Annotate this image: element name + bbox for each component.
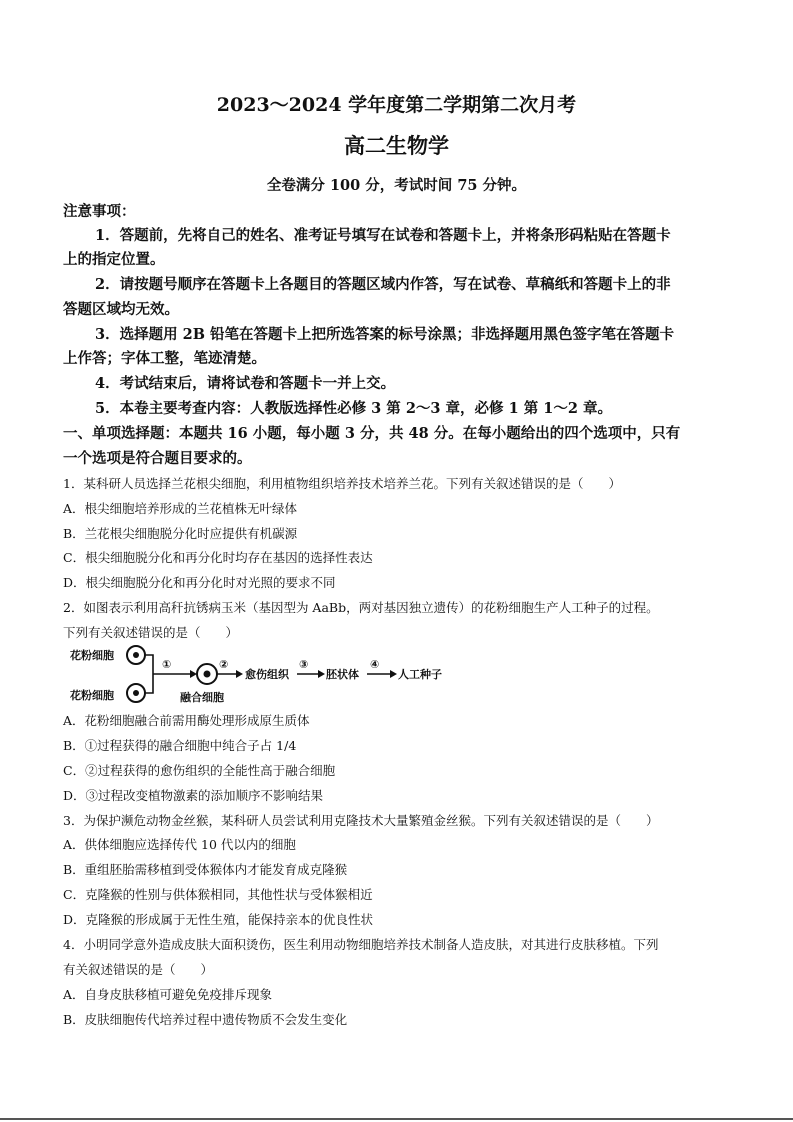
pollen-cell-nucleus-1 [133,652,139,658]
option-a: A．供体细胞应选择传代 10 代以内的细胞 [63,837,296,852]
fused-cell-label: 融合细胞 [180,691,224,704]
fused-cell-nucleus [204,671,211,678]
option-b: B．①过程获得的融合细胞中纯合子占 1/4 [63,738,297,753]
question-stem: 4．小明同学意外造成皮肤大面积烫伤，医生利用动物细胞培养技术制备人造皮肤，对其进行皮肤移植。下列 [63,937,659,952]
subject-title: 高二生物学 [344,133,449,158]
merge-bracket [145,655,153,693]
question-stem-cont: 下列有关叙述错误的是（ ） [63,625,239,640]
option-d: D．克隆猴的形成属于无性生殖，能保持亲本的优良性状 [63,912,374,927]
pollen-cell-label-2: 花粉细胞 [70,689,114,702]
embryoid-label: 胚状体 [326,668,359,681]
option-a: A．自身皮肤移植可避免免疫排斥现象 [63,987,273,1002]
option-d: D．③过程改变植物激素的添加顺序不影响结果 [63,788,324,803]
option-c: C．克隆猴的性别与供体猴相同，其他性状与受体猴相近 [63,887,373,902]
callus-label: 愈伤组织 [245,668,289,681]
artificial-seed-label: 人工种子 [398,668,442,681]
question-stem: 3．为保护濒危动物金丝猴，某科研人员尝试利用克隆技术大量繁殖金丝猴。下列有关叙述错误的是（ ） [63,813,659,828]
step-2-label: ② [219,658,229,671]
section-heading: 一、单项选择题：本题共 16 小题，每小题 3 分，共 48 分。在每小题给出的四个选项中，只有 [63,425,681,442]
step-1-label: ① [162,658,172,671]
arrow-4-head [390,670,397,678]
step-3-label: ③ [299,658,309,671]
notice-item: 答题区域均无效。 [63,301,179,318]
section-heading-cont: 一个选项是符合题目要求的。 [63,450,252,467]
notice-item: 上的指定位置。 [63,251,165,268]
notice-item: 2．请按题号顺序在答题卡上各题目的答题区域内作答，写在试卷、草稿纸和答题卡上的非 [95,276,671,293]
question-stem: 1．某科研人员选择兰花根尖细胞，利用植物组织培养技术培养兰花。下列有关叙述错误的是（ ） [63,476,621,491]
pollen-cell-nucleus-2 [133,690,139,696]
artificial-seed-diagram [70,643,455,709]
pollen-cell-label-1: 花粉细胞 [70,649,114,662]
notice-heading: 注意事项： [63,203,136,220]
step-4-label: ④ [370,658,380,671]
arrow-1-head [190,670,197,678]
exam-title: 2023～2024 学年度第二学期第二次月考 [216,94,577,116]
option-a: A．花粉细胞融合前需用酶处理形成原生质体 [63,713,310,728]
option-a: A．根尖细胞培养形成的兰花植株无叶绿体 [63,501,298,516]
notice-item: 5．本卷主要考查内容：人教版选择性必修 3 第 2～3 章，必修 1 第 1～2 章。 [95,400,613,417]
page-bottom-rule [0,1118,793,1120]
exam-info: 全卷满分 100 分，考试时间 75 分钟。 [266,177,527,194]
question-stem: 2．如图表示利用高秆抗锈病玉米（基因型为 AaBb，两对基因独立遗传）的花粉细胞生产人工种子的过程。 [63,600,659,615]
notice-item: 1．答题前，先将自己的姓名、准考证号填写在试卷和答题卡上，并将条形码粘贴在答题卡 [95,227,671,244]
notice-item: 3．选择题用 2B 铅笔在答题卡上把所选答案的标号涂黑；非选择题用黑色签字笔在答题卡 [95,326,675,343]
option-c: C．根尖细胞脱分化和再分化时均存在基因的选择性表达 [63,550,373,565]
question-stem-cont: 有关叙述错误的是（ ） [63,962,214,977]
option-b: B．皮肤细胞传代培养过程中遗传物质不会发生变化 [63,1012,348,1027]
option-c: C．②过程获得的愈伤组织的全能性高于融合细胞 [63,763,336,778]
notice-item: 上作答；字体工整，笔迹清楚。 [63,350,266,367]
option-b: B．重组胚胎需移植到受体猴体内才能发育成克隆猴 [63,862,348,877]
option-d: D．根尖细胞脱分化和再分化时对光照的要求不同 [63,575,336,590]
option-b: B．兰花根尖细胞脱分化时应提供有机碳源 [63,526,298,541]
notice-item: 4．考试结束后，请将试卷和答题卡一并上交。 [95,375,396,392]
arrow-2-head [236,670,243,678]
arrow-3-head [318,670,325,678]
